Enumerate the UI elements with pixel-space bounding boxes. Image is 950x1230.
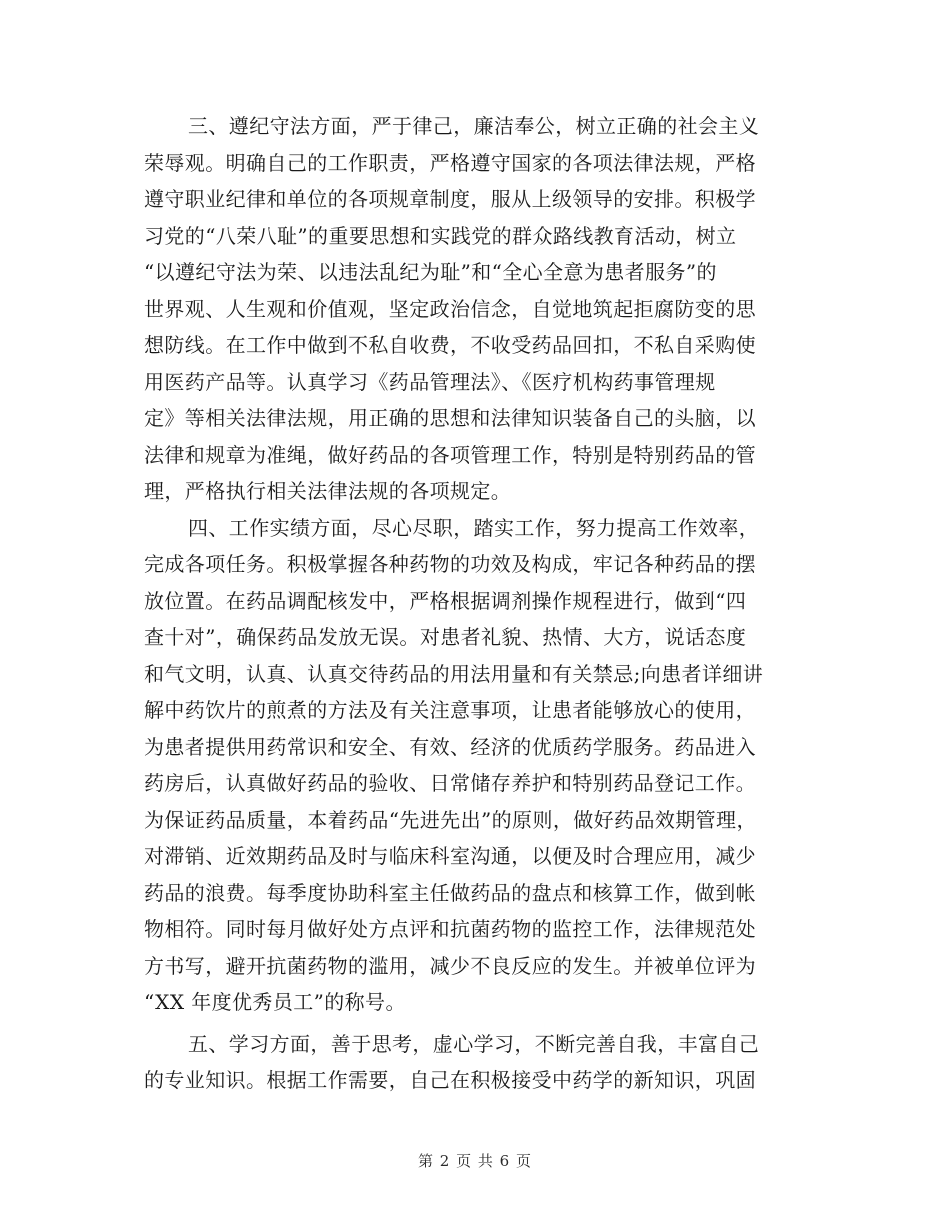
paragraph-line: 药品的浪费。每季度协助科室主任做药品的盘点和核算工作，做到帐 (144, 880, 756, 905)
paragraph-line: 理，严格执行相关法律法规的各项规定。 (144, 479, 512, 503)
paragraph-line: 为患者提供用药常识和安全、有效、经济的优质药学服务。药品进入 (144, 734, 756, 759)
document-body (144, 108, 808, 1099)
paragraph-line: 对滞销、近效期药品及时与临床科室沟通，以便及时合理应用，减少 (144, 844, 756, 868)
paragraph-line: 法律和规章为准绳，做好药品的各项管理工作，特别是特别药品的管 (144, 442, 756, 467)
paragraph-line: 解中药饮片的煎煮的方法及有关注意事项，让患者能够放心的使用， (144, 698, 756, 722)
paragraph-line: 定》等相关法律法规，用正确的思想和法律知识装备自己的头脑，以 (144, 406, 756, 430)
paragraph-line: “XX 年度优秀员工”的称号。 (144, 990, 406, 1014)
paragraph-line: 药房后，认真做好药品的验收、日常储存养护和特别药品登记工作。 (144, 771, 756, 795)
paragraph-line: 四、工作实绩方面，尽心尽职，踏实工作，努力提高工作效率， (188, 515, 760, 540)
paragraph-line: 放位置。在药品调配核发中，严格根据调剂操作规程进行，做到“四 (144, 588, 747, 613)
paragraph-line: 完成各项任务。积极掌握各种药物的功效及构成，牢记各种药品的摆 (144, 552, 756, 576)
paragraph-line: 为保证药品质量，本着药品“先进先出”的原则，做好药品效期管理， (144, 807, 757, 832)
paragraph-line: 五、学习方面，善于思考，虚心学习，不断完善自我，丰富自己 (188, 1031, 760, 1056)
page-number-footer: 第 2 页 共 6 页 (418, 1152, 532, 1170)
paragraph-line: 和气文明，认真、认真交待药品的用法用量和有关禁忌;向患者详细讲 (144, 661, 764, 686)
paragraph-line: 世界观、人生观和价值观，坚定政治信念，自觉地筑起拒腐防变的思 (144, 296, 756, 321)
paragraph-line: 查十对”，确保药品发放无误。对患者礼貌、热情、大方，说话态度 (144, 625, 747, 649)
paragraph-line: 用医药产品等。认真学习《药品管理法》、《医疗机构药事管理规 (144, 369, 716, 394)
paragraph-line: 荣辱观。明确自己的工作职责，严格遵守国家的各项法律法规，严格 (144, 150, 756, 175)
paragraph-line: 的专业知识。根据工作需要，自己在积极接受中药学的新知识，巩固 (144, 1068, 756, 1092)
paragraph-line: “以遵纪守法为荣、以违法乱纪为耻”和“全心全意为患者服务”的 (144, 260, 717, 284)
paragraph-line: 想防线。在工作中做到不私自收费，不收受药品回扣，不私自采购使 (144, 333, 756, 357)
paragraph-line: 方书写，避开抗菌药物的滥用，减少不良反应的发生。并被单位评为 (144, 953, 756, 978)
paragraph-line: 习党的“八荣八耻”的重要思想和实践党的群众路线教育活动，树立 (144, 223, 737, 248)
paragraph-line: 三、遵纪守法方面，严于律己，廉洁奉公，树立正确的社会主义 (188, 114, 760, 138)
paragraph-line: 遵守职业纪律和单位的各项规章制度，服从上级领导的安排。积极学 (144, 187, 756, 211)
paragraph-line: 物相符。同时每月做好处方点评和抗菌药物的监控工作，法律规范处 (144, 917, 756, 941)
